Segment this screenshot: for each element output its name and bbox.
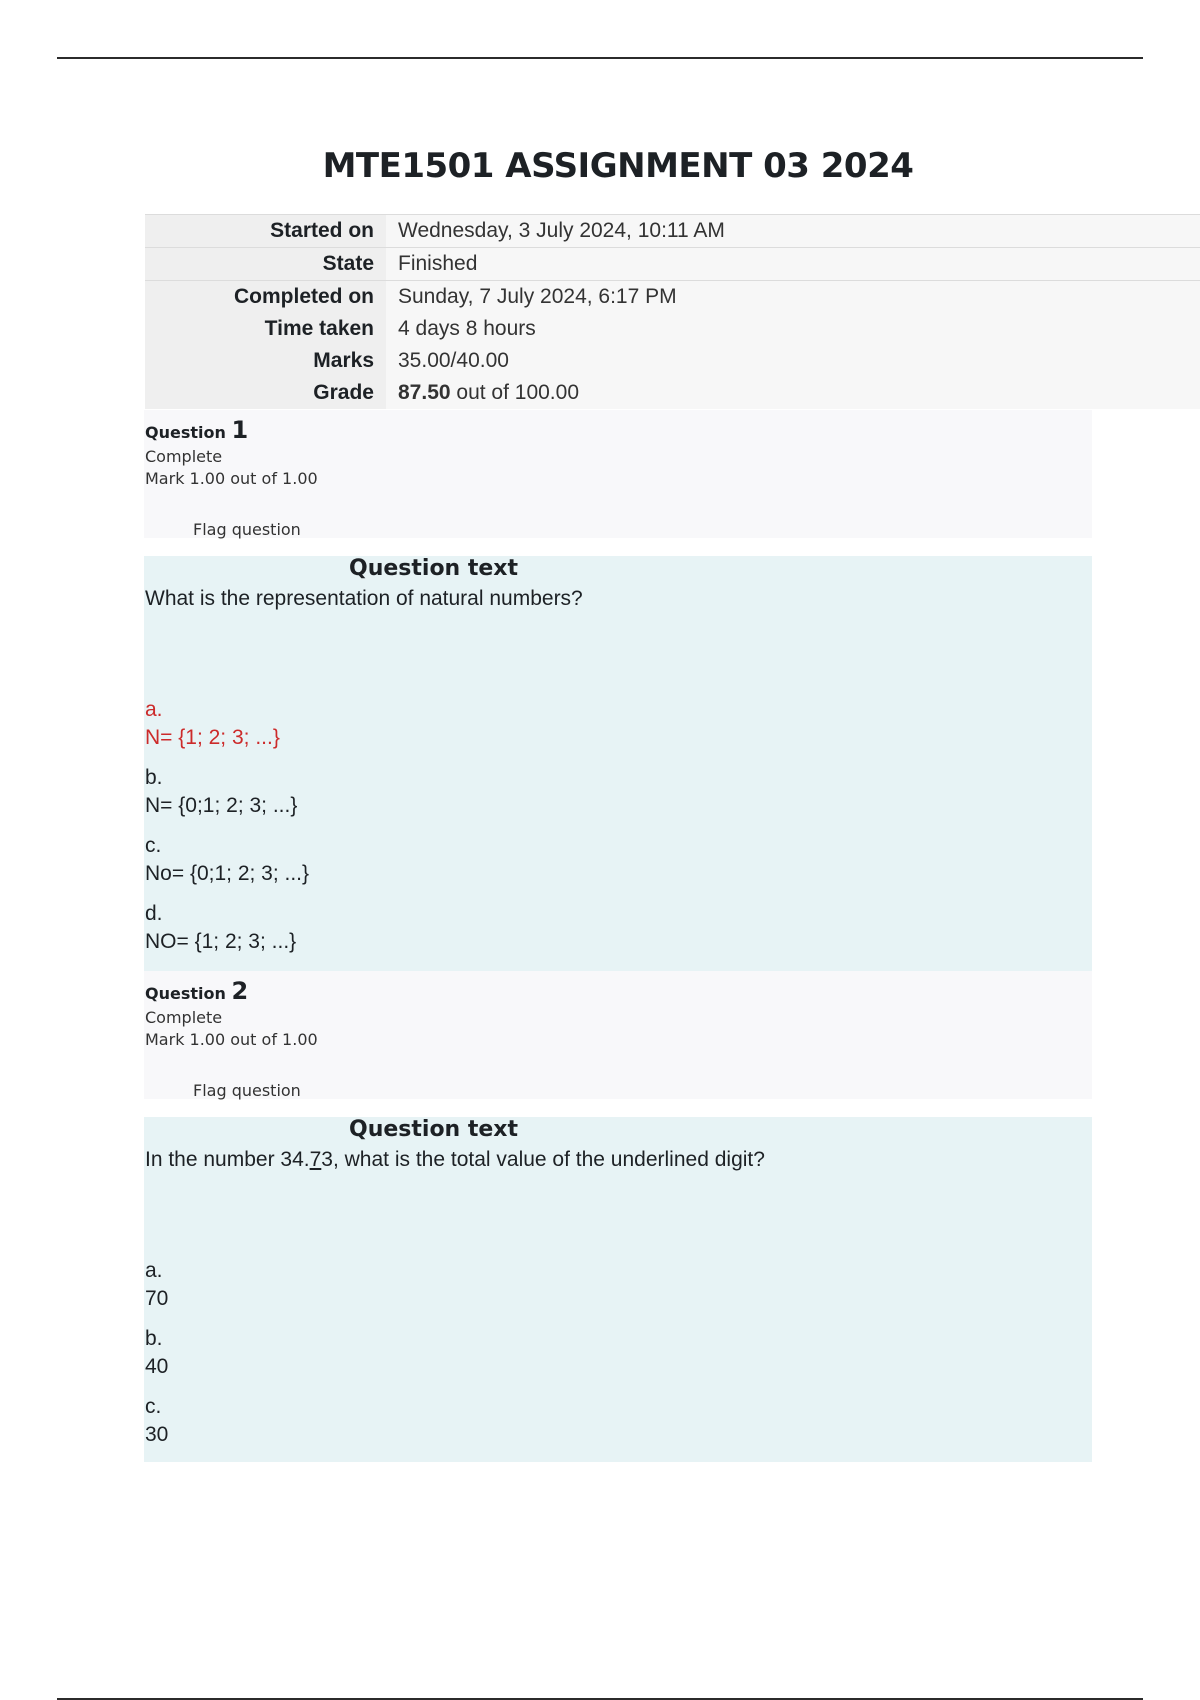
summary-value bbox=[386, 377, 1200, 409]
summary-label: Grade bbox=[145, 377, 386, 409]
question-text bbox=[145, 1148, 765, 1172]
grade-score: 87.50 bbox=[398, 381, 451, 404]
page-title: MTE1501 ASSIGNMENT 03 2024 bbox=[322, 146, 914, 186]
question-text-part: 3, what is the total value of the underlined digit? bbox=[321, 1148, 765, 1171]
answer-letter: c. bbox=[145, 834, 162, 857]
question-number bbox=[145, 416, 248, 444]
answer-value: N= {0;1; 2; 3; ...} bbox=[145, 794, 298, 817]
summary-row-state bbox=[145, 248, 1200, 281]
answer-option[interactable] bbox=[145, 1393, 168, 1449]
answer-option[interactable] bbox=[145, 1257, 168, 1313]
answer-letter: a. bbox=[145, 698, 163, 721]
question-grade: Mark 1.00 out of 1.00 bbox=[145, 1030, 318, 1049]
top-rule bbox=[57, 57, 1143, 59]
summary-value: Sunday, 7 July 2024, 6:17 PM bbox=[386, 281, 1200, 314]
question-number-value: 1 bbox=[231, 416, 249, 444]
summary-row-marks bbox=[145, 345, 1200, 377]
summary-value: 4 days 8 hours bbox=[386, 313, 1200, 345]
answer-option[interactable] bbox=[145, 900, 296, 956]
question-prefix: Question bbox=[145, 423, 226, 442]
grade-out-of: out of 100.00 bbox=[450, 381, 580, 404]
summary-label: Time taken bbox=[145, 313, 386, 345]
answer-value: No= {0;1; 2; 3; ...} bbox=[145, 862, 310, 885]
answer-option[interactable] bbox=[145, 764, 297, 820]
summary-label: Started on bbox=[145, 215, 386, 248]
summary-value: Finished bbox=[386, 248, 1200, 281]
summary-label: Completed on bbox=[145, 281, 386, 314]
answer-value: 70 bbox=[145, 1287, 169, 1310]
answer-value: NO= {1; 2; 3; ...} bbox=[145, 930, 297, 953]
question-text: What is the representation of natural numbers? bbox=[145, 587, 583, 610]
question-grade: Mark 1.00 out of 1.00 bbox=[145, 469, 318, 488]
summary-label: Marks bbox=[145, 345, 386, 377]
answer-value: N= {1; 2; 3; ...} bbox=[145, 726, 280, 749]
summary-row-grade bbox=[145, 377, 1200, 409]
summary-value: Wednesday, 3 July 2024, 10:11 AM bbox=[386, 215, 1200, 248]
answer-letter: d. bbox=[145, 902, 163, 925]
question-2-info bbox=[144, 971, 1092, 1099]
attempt-summary-table bbox=[145, 214, 1200, 409]
question-text-label: Question text bbox=[349, 556, 519, 581]
question-number bbox=[145, 977, 248, 1005]
question-text-part: In the number 34. bbox=[145, 1148, 310, 1171]
answer-letter: a. bbox=[145, 1259, 163, 1282]
answer-value: 40 bbox=[145, 1355, 169, 1378]
summary-row-completed bbox=[145, 281, 1200, 314]
summary-row-started bbox=[145, 215, 1200, 248]
question-state: Complete bbox=[145, 1008, 223, 1027]
flag-question-button[interactable]: Flag question bbox=[193, 1081, 301, 1100]
summary-value: 35.00/40.00 bbox=[386, 345, 1200, 377]
answer-letter: c. bbox=[145, 1395, 162, 1418]
underlined-digit: 7 bbox=[309, 1148, 322, 1171]
summary-label: State bbox=[145, 248, 386, 281]
question-2-content bbox=[144, 1117, 1092, 1462]
answer-value: 30 bbox=[145, 1423, 169, 1446]
question-1-content bbox=[144, 556, 1092, 971]
question-prefix: Question bbox=[145, 984, 226, 1003]
summary-row-time-taken bbox=[145, 313, 1200, 345]
answer-letter: b. bbox=[145, 766, 163, 789]
flag-question-button[interactable]: Flag question bbox=[193, 520, 301, 539]
answer-option[interactable] bbox=[145, 1325, 168, 1381]
question-text-label: Question text bbox=[349, 1117, 519, 1142]
answer-option[interactable] bbox=[145, 832, 309, 888]
question-state: Complete bbox=[145, 447, 223, 466]
question-1-info bbox=[144, 410, 1092, 538]
question-number-value: 2 bbox=[231, 977, 249, 1005]
answer-option[interactable] bbox=[145, 696, 280, 752]
answer-letter: b. bbox=[145, 1327, 163, 1350]
